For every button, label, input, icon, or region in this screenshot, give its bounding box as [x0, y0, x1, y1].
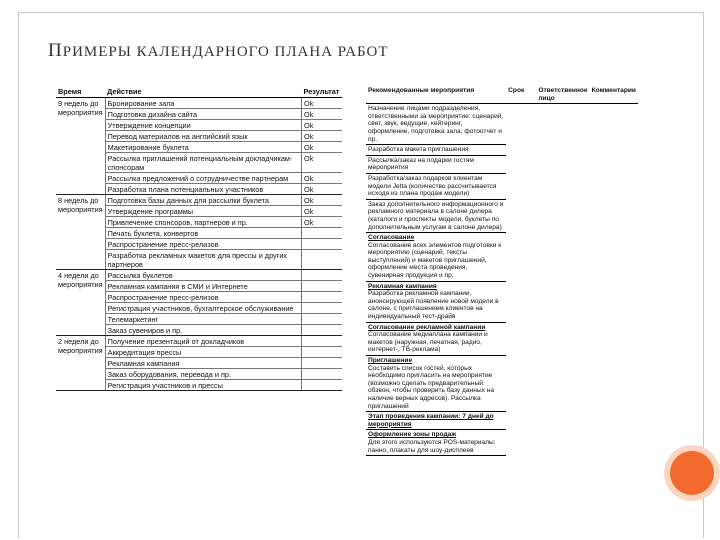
activity-text: Разработка макета приглашения	[368, 146, 469, 154]
action-cell: Заказ оборудования, перевода и пр.	[105, 369, 301, 380]
table-row	[56, 270, 342, 281]
activity-title: Оформление зоны продаж	[368, 431, 457, 439]
result-cell	[302, 358, 342, 369]
period-cell: 8 недель до мероприятия	[56, 195, 105, 270]
recommended-activities-table	[366, 86, 638, 456]
comment-cell	[590, 281, 638, 322]
responsible-cell	[536, 173, 589, 199]
table-header-row	[56, 86, 342, 98]
responsible-cell	[536, 412, 589, 430]
result-cell	[302, 281, 342, 292]
deadline-cell	[506, 104, 536, 145]
result-cell	[302, 239, 342, 250]
result-cell	[302, 314, 342, 325]
result-cell: Ok	[302, 98, 342, 109]
responsible-cell	[536, 430, 589, 456]
result-cell: Ok	[302, 153, 342, 173]
title-capital-letter: П	[48, 40, 63, 61]
table-row	[366, 430, 638, 456]
action-cell: Телемаркетинг	[105, 314, 301, 325]
period-cell: 9 недель до мероприятия	[56, 98, 105, 195]
responsible-cell	[536, 233, 589, 282]
result-cell	[302, 250, 342, 270]
result-cell	[302, 228, 342, 239]
deadline-cell	[506, 356, 536, 412]
decorative-orange-circle	[670, 451, 714, 495]
result-cell	[302, 325, 342, 336]
activity-cell	[366, 412, 506, 430]
responsible-cell	[536, 356, 589, 412]
action-cell: Разработка рекламных макетов для прессы и других партнеров	[105, 250, 301, 270]
activity-cell	[366, 145, 506, 156]
deadline-cell	[506, 233, 536, 282]
action-cell: Макетирование буклета	[105, 142, 301, 153]
activity-title: Рекламная кампания	[368, 282, 437, 290]
header-period: Время	[56, 86, 105, 98]
comment-cell	[590, 412, 638, 430]
action-cell: Утверждение программы	[105, 206, 301, 217]
activity-text: Для этого используются POS-материалы: панно, плакаты для шоу-дисплеев	[368, 438, 496, 454]
activity-title: Согласование	[368, 234, 415, 242]
activity-cell	[366, 233, 506, 282]
activity-title: Этап проведения кампании: 7 дней до мероприятия	[368, 413, 494, 428]
action-cell: Рассылка предложений о сотрудничестве партнерам	[105, 173, 301, 184]
action-cell: Рассылка буклетов	[105, 270, 301, 281]
deadline-cell	[506, 322, 536, 355]
responsible-cell	[536, 145, 589, 156]
deadline-cell	[506, 430, 536, 456]
title-text: РИМЕРЫ КАЛЕНДАРНОГО ПЛАНА РАБОТ	[62, 44, 389, 60]
result-cell: Ok	[302, 131, 342, 142]
action-cell: Заказ сувениров и пр.	[105, 325, 301, 336]
period-cell: 4 недели до мероприятия	[56, 270, 105, 336]
deadline-cell	[506, 173, 536, 199]
table-row	[366, 281, 638, 322]
responsible-cell	[536, 281, 589, 322]
activity-title: Согласование рекламной кампании	[368, 323, 486, 331]
action-cell: Регистрация участников, бухгалтерское обслуживание	[105, 303, 301, 314]
action-cell: Привлечение спонсоров, партнеров и пр.	[105, 217, 301, 228]
action-cell: Подготовка дизайна сайта	[105, 109, 301, 120]
responsible-cell	[536, 322, 589, 355]
header-result: Результат	[302, 86, 342, 98]
activity-text: Разработка/заказ подарков клиентам модели Jetta (количество рассчитывается исходя из плана продаж модели)	[368, 174, 497, 198]
deadline-cell	[506, 145, 536, 156]
activity-title: Приглашение	[368, 357, 413, 364]
action-cell: Рассылка приглашений потенциальным докладчикам-спонсорам	[105, 153, 301, 173]
action-cell: Рекламная кампания в СМИ и Интернете	[105, 281, 301, 292]
action-cell: Аккредитация прессы	[105, 347, 301, 358]
deadline-cell	[506, 281, 536, 322]
action-cell: Рекламная кампания	[105, 358, 301, 369]
result-cell: Ok	[302, 173, 342, 184]
activity-cell	[366, 173, 506, 199]
activity-text: Согласование медиаплана кампании и макетов (наружная, печатная, радио, интернет-, ТВ-реклама)	[368, 331, 488, 354]
result-cell	[302, 369, 342, 380]
comment-cell	[590, 173, 638, 199]
comment-cell	[590, 430, 638, 456]
header-deadline: Срок	[506, 86, 536, 104]
result-cell: Ok	[302, 206, 342, 217]
result-cell	[302, 270, 342, 281]
comment-cell	[590, 104, 638, 145]
action-cell: Утверждение концепции	[105, 120, 301, 131]
calendar-plan-table	[56, 86, 342, 391]
result-cell	[302, 336, 342, 347]
action-cell: Распространение пресс-релизов	[105, 292, 301, 303]
result-cell: Ok	[302, 142, 342, 153]
result-cell	[302, 303, 342, 314]
activity-text: Составить список гостей, которых необходимо пригласить на мероприятие (возможно сделать предварительный обзвон, чтобы проверить базу данных на наличие верных адресов). Рассылка приглашений	[368, 364, 495, 410]
comment-cell	[590, 199, 638, 232]
table-row	[366, 173, 638, 199]
action-cell: Распространение пресс-релизов	[105, 239, 301, 250]
comment-cell	[590, 155, 638, 173]
activity-cell	[366, 281, 506, 322]
slide-title	[48, 40, 389, 62]
table-row	[366, 199, 638, 232]
table-row	[366, 145, 638, 156]
result-cell: Ok	[302, 217, 342, 228]
period-cell: 2 недели до мероприятия	[56, 336, 105, 391]
activity-text: Рассылка/заказ на подарки гостям мероприятия	[368, 156, 474, 172]
table-row	[366, 412, 638, 430]
action-cell: Печать буклета, конвертов	[105, 228, 301, 239]
header-comment: Комментарии	[590, 86, 638, 104]
comment-cell	[590, 356, 638, 412]
activity-cell	[366, 322, 506, 355]
header-activity: Рекомендованные мероприятия	[366, 86, 506, 104]
action-cell: Перевод материалов на английский язык	[105, 131, 301, 142]
result-cell: Ok	[302, 109, 342, 120]
activity-cell	[366, 356, 506, 412]
action-cell: Бронирование зала	[105, 98, 301, 109]
comment-cell	[590, 322, 638, 355]
result-cell: Ok	[302, 195, 342, 206]
result-cell: Ok	[302, 120, 342, 131]
header-responsible: Ответственное лицо	[536, 86, 589, 104]
activity-text: Заказ дополнительного информационного и рекламного материала в салоне дилера (каталоги и проспекты модели, буклеты по дополнительным услугам в салоне дилера)	[368, 200, 504, 231]
activity-cell	[366, 430, 506, 456]
responsible-cell	[536, 199, 589, 232]
deadline-cell	[506, 155, 536, 173]
activity-cell	[366, 104, 506, 145]
table-row	[56, 336, 342, 347]
table-row	[366, 233, 638, 282]
action-cell: Получение презентаций от докладчиков	[105, 336, 301, 347]
table-row	[366, 104, 638, 145]
action-cell: Регистрация участников и прессы	[105, 380, 301, 391]
table-row	[366, 322, 638, 355]
responsible-cell	[536, 104, 589, 145]
action-cell: Разработка плана потенциальных участников	[105, 184, 301, 195]
result-cell: Ok	[302, 184, 342, 195]
deadline-cell	[506, 412, 536, 430]
result-cell	[302, 292, 342, 303]
deadline-cell	[506, 199, 536, 232]
activity-cell	[366, 199, 506, 232]
comment-cell	[590, 145, 638, 156]
activity-text: Согласование всех элементов подготовки к мероприятию (сценарий, тексты выступлений) и макетов приглашений, оформление места проведения, сувенирная продукция и пр.	[368, 241, 502, 280]
activity-cell	[366, 155, 506, 173]
activity-text: Назначение лицами подразделения, ответственными за мероприятие: сценарий, свет, звук, ведущие, кейтеринг, оформление, подготовка зала, фотоотчет и пр.	[368, 105, 504, 143]
header-action: Действие	[105, 86, 301, 98]
comment-cell	[590, 233, 638, 282]
responsible-cell	[536, 155, 589, 173]
table-row	[56, 98, 342, 109]
table-row	[366, 155, 638, 173]
result-cell	[302, 380, 342, 391]
table-row	[56, 195, 342, 206]
activity-text: Разработка рекламной кампании, анонсирующей появление новой модели в салоне, с приглашением клиентов на индивидуальный тест-драйв	[368, 290, 499, 321]
action-cell: Подготовка базы данных для рассылки буклета	[105, 195, 301, 206]
table-header-row	[366, 86, 638, 104]
result-cell	[302, 347, 342, 358]
table-row	[366, 356, 638, 412]
